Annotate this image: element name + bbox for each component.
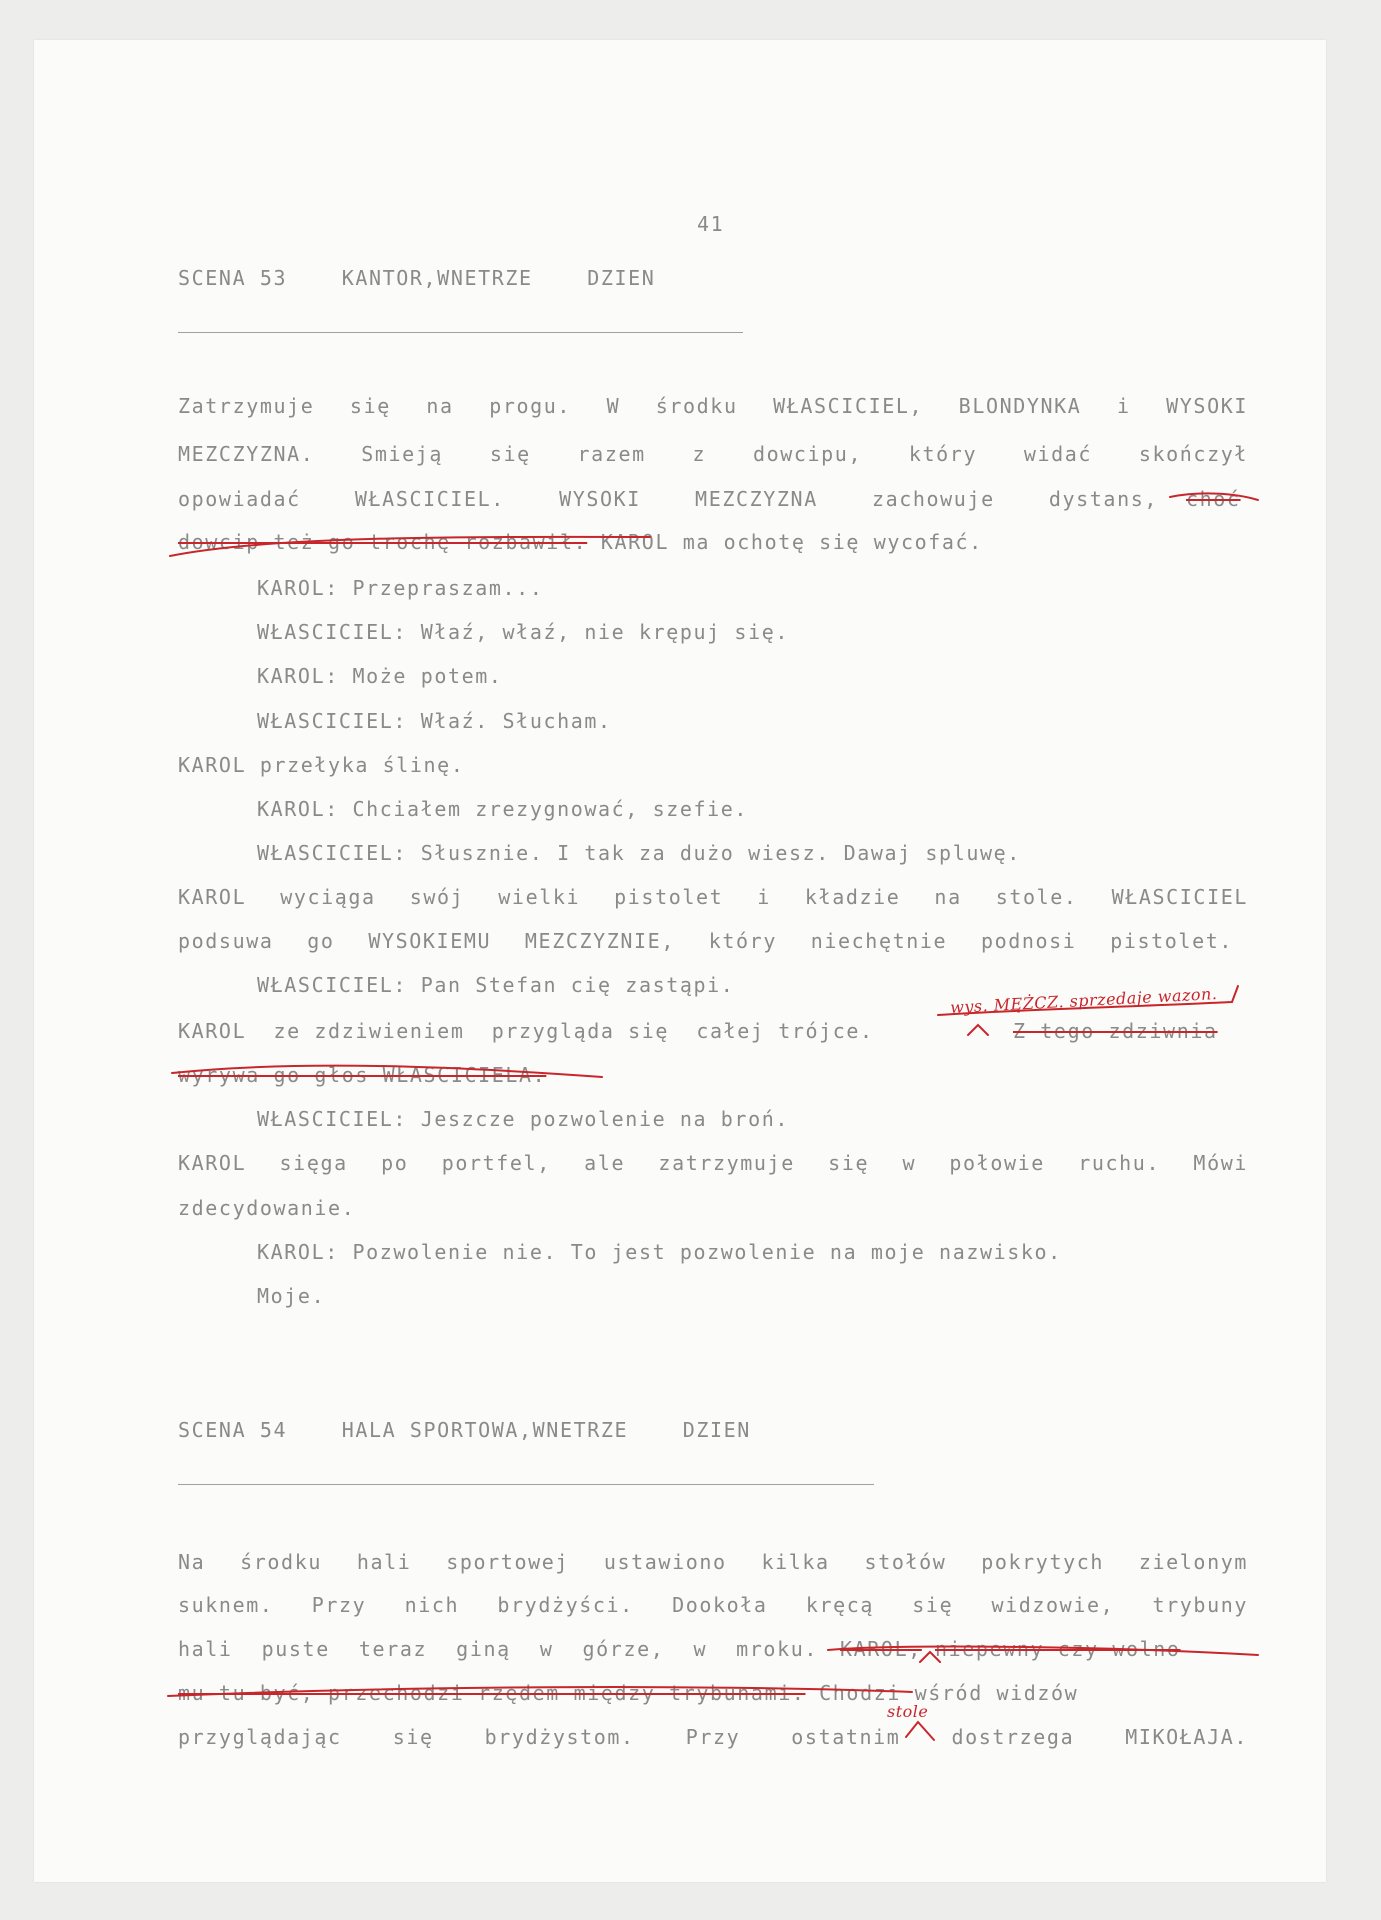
handwritten-note: wys. MĘŻCZ. sprzedaje wazon. (949, 984, 1218, 1017)
action-line: KAROL wyciąga swój wielki pistolet i kładzie na stole. WŁASCICIEL (178, 885, 1248, 909)
action-line: KAROL przełyka ślinę. (178, 753, 465, 777)
paragraph-line: Na środku hali sportowej ustawiono kilka stołów pokrytych zielonym (178, 1550, 1248, 1574)
struck-text: dowcip też go trochę rozbawił. (178, 530, 588, 554)
action-line: podsuwa go WYSOKIEMU MEZCZYZNIE, który niechętnie podnosi pistolet. (178, 929, 1233, 953)
struck-text: choć (1186, 487, 1241, 511)
paragraph-line: przyglądając się brydżystom. Przy ostatnim dostrzega MIKOŁAJA. (178, 1725, 1248, 1749)
action-line: KAROL sięga po portfel, ale zatrzymuje się w połowie ruchu. Mówi (178, 1151, 1248, 1175)
paragraph-line (178, 530, 983, 554)
dialogue-line: KAROL: Chciałem zrezygnować, szefie. (257, 797, 749, 821)
struck-text: mu tu być, przechodzi rzędem między trybunami. (178, 1681, 806, 1705)
scene-54-rule (178, 1484, 874, 1485)
struck-text: Z tego zdziwnia (1013, 1019, 1218, 1043)
paragraph-line: MEZCZYZNA. Smieją się razem z dowcipu, który widać skończył (178, 442, 1248, 466)
dialogue-line: KAROL: Może potem. (257, 664, 503, 688)
action-line: zdecydowanie. (178, 1196, 356, 1220)
scene-54-heading: SCENA 54 HALA SPORTOWA,WNETRZE DZIEN (178, 1418, 751, 1442)
struck-text: niepewny czy wolno (935, 1637, 1181, 1661)
paragraph-line: opowiadać WŁASCICIEL. WYSOKI MEZCZYZNA zachowuje dystans, (178, 487, 1158, 511)
paragraph-text: KAROL ma ochotę się wycofać. (587, 530, 983, 554)
struck-text: KAROL, (840, 1637, 922, 1661)
scene-53-heading: SCENA 53 KANTOR,WNETRZE DZIEN (178, 266, 656, 290)
dialogue-line: WŁASCICIEL: Właź. Słucham. (257, 709, 612, 733)
dialogue-line: WŁASCICIEL: Właź, właź, nie krępuj się. (257, 620, 789, 644)
scene-53-rule (178, 332, 743, 333)
dialogue-line: Moje. (257, 1284, 326, 1308)
paragraph-text: Chodzi wśród widzów (805, 1681, 1079, 1705)
dialogue-line: KAROL: Pozwolenie nie. To jest pozwolenie na moje nazwisko. (257, 1240, 1062, 1264)
paragraph-line (178, 1681, 1078, 1705)
dialogue-line: KAROL: Przepraszam... (257, 576, 544, 600)
dialogue-line: WŁASCICIEL: Słusznie. I tak za dużo wiesz. Dawaj spluwę. (257, 841, 1021, 865)
paragraph-line: hali puste teraz giną w górze, w mroku. (178, 1637, 818, 1661)
paragraph-line: suknem. Przy nich brydżyści. Dookoła kręcą się widzowie, trybuny (178, 1593, 1248, 1617)
page-number: 41 (697, 212, 725, 236)
dialogue-line: WŁASCICIEL: Jeszcze pozwolenie na broń. (257, 1107, 789, 1131)
dialogue-line: WŁASCICIEL: Pan Stefan cię zastąpi. (257, 973, 735, 997)
action-line: KAROL ze zdziwieniem przygląda się całej trójce. (178, 1019, 874, 1043)
struck-text: wyrywa go głos WŁASCICIELA. (178, 1063, 547, 1087)
handwritten-insert: stole (887, 1702, 929, 1721)
paragraph-line: Zatrzymuje się na progu. W środku WŁASCICIEL, BLONDYNKA i WYSOKI (178, 394, 1248, 418)
